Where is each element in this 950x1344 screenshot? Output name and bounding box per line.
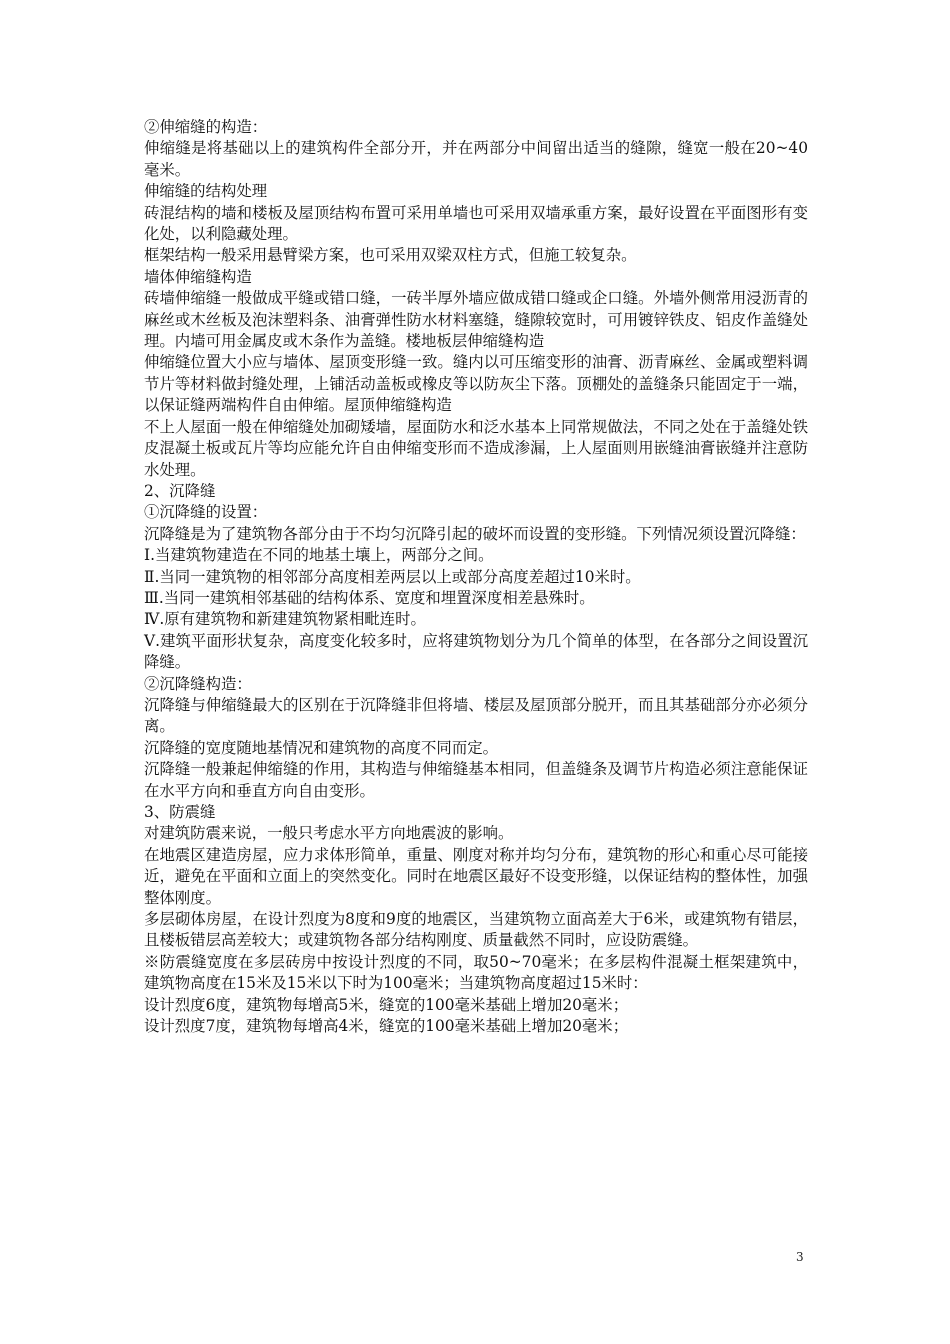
paragraph: ②沉降缝构造：	[144, 674, 252, 693]
paragraph: 多层砌体房屋，在设计烈度为8度和9度的地震区，当建筑物立面高差大于6米，或建筑物有错层，且楼板错层高差较大；或建筑物各部分结构刚度、质量截然不同时，应设防震缝。	[144, 910, 808, 950]
paragraph: ②伸缩缝的构造：	[144, 118, 268, 136]
paragraph: 设计烈度7度，建筑物每增高4米，缝宽的100毫米基础上增加20毫米；	[144, 1017, 629, 1036]
paragraph: ①沉降缝的设置：	[144, 503, 268, 522]
list-item: Ⅰ.当建筑物建造在不同的地基土壤上，两部分之间。	[144, 546, 494, 565]
list-item: Ⅱ.当同一建筑物的相邻部分高度相差两层以上或部分高度差超过10米时。	[144, 567, 641, 586]
paragraph: 砖墙伸缩缝一般做成平缝或错口缝，一砖半厚外墙应做成错口缝或企口缝。外墙外侧常用浸沥青的麻丝或木丝板及泡沫塑料条、油膏弹性防水材料塞缝，缝隙较宽时，可用镀锌铁皮、铝皮作盖缝处理。内墙可用金属皮或木条作为盖缝。楼地板层伸缩缝构造	[144, 289, 808, 351]
paragraph: 墙体伸缩缝构造	[144, 267, 252, 286]
paragraph: 沉降缝与伸缩缝最大的区别在于沉降缝非但将墙、楼层及屋顶部分脱开，而且其基础部分亦必须分离。	[144, 695, 808, 736]
paragraph: 伸缩缝位置大小应与墙体、屋顶变形缝一致。缝内以可压缩变形的油膏、沥青麻丝、金属或塑料调节片等材料做封缝处理，上铺活动盖板或橡皮等以防灰尘下落。顶棚处的盖缝条只能固定于一端，以保证缝两端构件自由伸缩。屋顶伸缩缝构造	[144, 353, 808, 415]
paragraph: 设计烈度6度，建筑物每增高5米，缝宽的100毫米基础上增加20毫米；	[144, 995, 629, 1014]
list-item: Ⅲ.当同一建筑相邻基础的结构体系、宽度和埋置深度相差悬殊时。	[144, 588, 595, 607]
list-item: Ⅴ.建筑平面形状复杂，高度变化较多时，应将建筑物划分为几个简单的体型，在各部分之间设置沉降缝。	[144, 631, 808, 672]
paragraph: 沉降缝的宽度随地基情况和建筑物的高度不同而定。	[144, 738, 498, 757]
page-number: 3	[796, 1250, 804, 1264]
paragraph: 沉降缝一般兼起伸缩缝的作用，其构造与伸缩缝基本相同，但盖缝条及调节片构造必须注意能保证在水平方向和垂直方向自由变形。	[144, 760, 808, 800]
paragraph: 对建筑防震来说，一般只考虑水平方向地震波的影响。	[144, 824, 514, 843]
paragraph: 伸缩缝是将基础以上的建筑构件全部分开，并在两部分中间留出适当的缝隙，缝宽一般在20~40毫米。	[144, 139, 808, 179]
section-heading: 2、沉降缝	[144, 481, 216, 500]
paragraph: 沉降缝是为了建筑物各部分由于不均匀沉降引起的破坏而设置的变形缝。下列情况须设置沉降缝：	[144, 524, 806, 543]
document-body	[144, 117, 808, 1037]
paragraph: 在地震区建造房屋，应力求体形简单，重量、刚度对称并均匀分布，建筑物的形心和重心尽可能接近，避免在平面和立面上的突然变化。同时在地震区最好不设变形缝，以保证结构的整体性，加强整体刚度。	[144, 845, 808, 907]
section-heading: 3、防震缝	[144, 803, 216, 821]
paragraph: 伸缩缝的结构处理	[144, 182, 268, 201]
paragraph: 不上人屋面一般在伸缩缝处加砌矮墙，屋面防水和泛水基本上同常规做法，不同之处在于盖缝处铁皮混凝土板或瓦片等均应能允许自由伸缩变形而不造成渗漏，上人屋面则用嵌缝油膏嵌缝并注意防水处理。	[144, 417, 808, 479]
list-item: Ⅳ.原有建筑物和新建建筑物紧相毗连时。	[144, 610, 426, 629]
paragraph: 框架结构一般采用悬臂梁方案，也可采用双梁双柱方式，但施工较复杂。	[144, 246, 637, 265]
paragraph: 砖混结构的墙和楼板及屋顶结构布置可采用单墙也可采用双墙承重方案，最好设置在平面图形有变化处，以利隐藏处理。	[144, 203, 808, 244]
paragraph: ※防震缝宽度在多层砖房中按设计烈度的不同，取50~70毫米；在多层构件混凝土框架建筑中，建筑物高度在15米及15米以下时为100毫米；当建筑物高度超过15米时：	[144, 952, 808, 993]
